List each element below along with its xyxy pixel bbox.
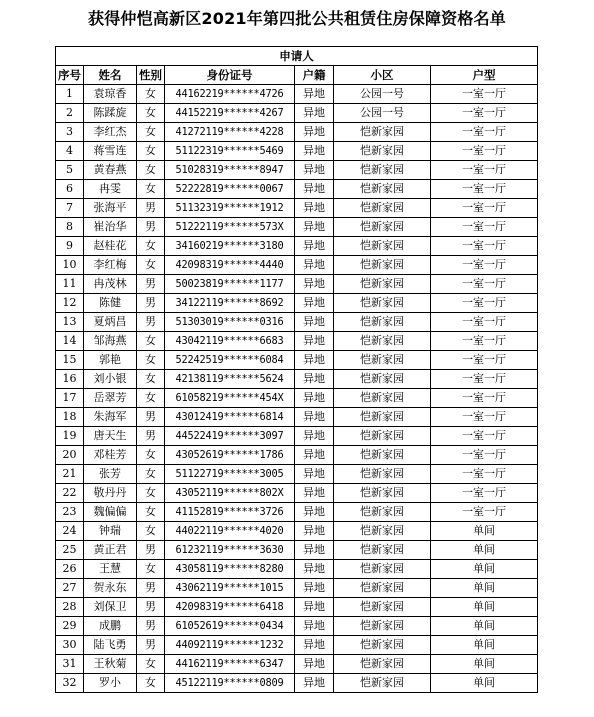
cell-name: 敬丹丹 <box>84 484 137 503</box>
cell-name: 钟瑞 <box>84 522 137 541</box>
cell-name: 冉雯 <box>84 180 137 199</box>
cell-unit-type: 一室一厅 <box>431 446 538 465</box>
table-row <box>56 408 538 427</box>
cell-unit-type: 一室一厅 <box>431 503 538 522</box>
cell-id-number: 44092119******1232 <box>165 636 295 655</box>
cell-id-number: 44162119******6347 <box>165 655 295 674</box>
cell-id-number: 44522419******3097 <box>165 427 295 446</box>
cell-household: 异地 <box>295 142 334 161</box>
cell-community: 恺新家园 <box>334 332 431 351</box>
table-row <box>56 332 538 351</box>
cell-id-number: 61052619******0434 <box>165 617 295 636</box>
table-row <box>56 465 538 484</box>
cell-unit-type: 一室一厅 <box>431 351 538 370</box>
table-row <box>56 484 538 503</box>
cell-unit-type: 一室一厅 <box>431 313 538 332</box>
cell-gender: 女 <box>137 655 165 674</box>
table-row <box>56 275 538 294</box>
cell-index: 14 <box>56 332 84 351</box>
cell-name: 冉茂林 <box>84 275 137 294</box>
cell-name: 陈健 <box>84 294 137 313</box>
cell-gender: 男 <box>137 199 165 218</box>
cell-community: 恺新家园 <box>334 522 431 541</box>
cell-id-number: 51122319******5469 <box>165 142 295 161</box>
cell-unit-type: 一室一厅 <box>431 256 538 275</box>
cell-household: 异地 <box>295 484 334 503</box>
cell-gender: 女 <box>137 85 165 104</box>
column-header-name: 姓名 <box>84 66 137 85</box>
cell-gender: 男 <box>137 636 165 655</box>
cell-id-number: 61058219******454X <box>165 389 295 408</box>
cell-gender: 女 <box>137 161 165 180</box>
cell-unit-type: 一室一厅 <box>431 484 538 503</box>
cell-household: 异地 <box>295 560 334 579</box>
cell-unit-type: 单间 <box>431 522 538 541</box>
cell-unit-type: 一室一厅 <box>431 180 538 199</box>
cell-id-number: 52242519******6084 <box>165 351 295 370</box>
cell-id-number: 34122119******8692 <box>165 294 295 313</box>
cell-name: 邓桂芳 <box>84 446 137 465</box>
table-row <box>56 370 538 389</box>
column-header-community: 小区 <box>334 66 431 85</box>
cell-index: 5 <box>56 161 84 180</box>
table-row <box>56 598 538 617</box>
cell-household: 异地 <box>295 579 334 598</box>
cell-gender: 女 <box>137 560 165 579</box>
cell-unit-type: 一室一厅 <box>431 275 538 294</box>
cell-unit-type: 单间 <box>431 598 538 617</box>
cell-gender: 女 <box>137 465 165 484</box>
cell-household: 异地 <box>295 636 334 655</box>
cell-gender: 女 <box>137 332 165 351</box>
cell-household: 异地 <box>295 199 334 218</box>
cell-index: 32 <box>56 674 84 693</box>
cell-gender: 女 <box>137 180 165 199</box>
cell-household: 异地 <box>295 351 334 370</box>
cell-index: 17 <box>56 389 84 408</box>
cell-id-number: 41152819******3726 <box>165 503 295 522</box>
cell-name: 夏炳昌 <box>84 313 137 332</box>
cell-community: 恺新家园 <box>334 560 431 579</box>
cell-id-number: 42138119******5624 <box>165 370 295 389</box>
cell-household: 异地 <box>295 104 334 123</box>
cell-index: 28 <box>56 598 84 617</box>
cell-id-number: 51303019******0316 <box>165 313 295 332</box>
cell-community: 恺新家园 <box>334 161 431 180</box>
cell-gender: 男 <box>137 313 165 332</box>
cell-name: 张芳 <box>84 465 137 484</box>
cell-gender: 女 <box>137 674 165 693</box>
cell-community: 恺新家园 <box>334 465 431 484</box>
cell-name: 唐天生 <box>84 427 137 446</box>
table-row <box>56 560 538 579</box>
cell-index: 29 <box>56 617 84 636</box>
cell-community: 恺新家园 <box>334 636 431 655</box>
cell-name: 岳翠芳 <box>84 389 137 408</box>
cell-gender: 男 <box>137 598 165 617</box>
cell-household: 异地 <box>295 332 334 351</box>
cell-name: 赵桂花 <box>84 237 137 256</box>
cell-id-number: 43062119******1015 <box>165 579 295 598</box>
cell-name: 王秋菊 <box>84 655 137 674</box>
cell-community: 公园一号 <box>334 85 431 104</box>
cell-household: 异地 <box>295 503 334 522</box>
cell-id-number: 41272119******4228 <box>165 123 295 142</box>
cell-name: 蒋雪连 <box>84 142 137 161</box>
cell-community: 公园一号 <box>334 104 431 123</box>
table-row <box>56 541 538 560</box>
table-row <box>56 313 538 332</box>
cell-id-number: 61232119******3630 <box>165 541 295 560</box>
cell-id-number: 51028319******8947 <box>165 161 295 180</box>
cell-community: 恺新家园 <box>334 408 431 427</box>
cell-index: 27 <box>56 579 84 598</box>
cell-name: 刘小银 <box>84 370 137 389</box>
cell-name: 罗小 <box>84 674 137 693</box>
cell-household: 异地 <box>295 237 334 256</box>
group-header-row <box>56 47 538 66</box>
table-row <box>56 85 538 104</box>
cell-index: 25 <box>56 541 84 560</box>
cell-index: 16 <box>56 370 84 389</box>
cell-household: 异地 <box>295 446 334 465</box>
cell-id-number: 34160219******3180 <box>165 237 295 256</box>
cell-id-number: 51122719******3005 <box>165 465 295 484</box>
cell-household: 异地 <box>295 218 334 237</box>
cell-name: 王慧 <box>84 560 137 579</box>
cell-community: 恺新家园 <box>334 446 431 465</box>
cell-id-number: 42098319******4440 <box>165 256 295 275</box>
cell-index: 13 <box>56 313 84 332</box>
cell-index: 22 <box>56 484 84 503</box>
cell-name: 朱海军 <box>84 408 137 427</box>
cell-gender: 女 <box>137 237 165 256</box>
cell-unit-type: 一室一厅 <box>431 123 538 142</box>
cell-unit-type: 一室一厅 <box>431 85 538 104</box>
cell-unit-type: 一室一厅 <box>431 142 538 161</box>
cell-index: 12 <box>56 294 84 313</box>
table-row <box>56 199 538 218</box>
cell-household: 异地 <box>295 389 334 408</box>
cell-index: 4 <box>56 142 84 161</box>
cell-household: 异地 <box>295 598 334 617</box>
table-row <box>56 104 538 123</box>
cell-id-number: 50023819******1177 <box>165 275 295 294</box>
applicant-table <box>55 46 538 693</box>
cell-community: 恺新家园 <box>334 674 431 693</box>
table-row <box>56 617 538 636</box>
cell-name: 张海平 <box>84 199 137 218</box>
column-header-index: 序号 <box>56 66 84 85</box>
cell-community: 恺新家园 <box>334 484 431 503</box>
cell-unit-type: 单间 <box>431 541 538 560</box>
table-row <box>56 218 538 237</box>
cell-id-number: 51132319******1912 <box>165 199 295 218</box>
cell-gender: 女 <box>137 522 165 541</box>
cell-id-number: 44022119******4020 <box>165 522 295 541</box>
cell-name: 郭艳 <box>84 351 137 370</box>
cell-index: 9 <box>56 237 84 256</box>
cell-community: 恺新家园 <box>334 180 431 199</box>
cell-gender: 男 <box>137 579 165 598</box>
column-header-id-number: 身份证号 <box>165 66 295 85</box>
cell-household: 异地 <box>295 85 334 104</box>
cell-unit-type: 单间 <box>431 617 538 636</box>
cell-household: 异地 <box>295 427 334 446</box>
cell-index: 31 <box>56 655 84 674</box>
cell-index: 7 <box>56 199 84 218</box>
column-header-row <box>56 66 538 85</box>
table-row <box>56 294 538 313</box>
cell-index: 6 <box>56 180 84 199</box>
cell-unit-type: 一室一厅 <box>431 332 538 351</box>
cell-community: 恺新家园 <box>334 351 431 370</box>
group-header: 申请人 <box>56 47 538 66</box>
cell-index: 20 <box>56 446 84 465</box>
cell-name: 陈蹂旋 <box>84 104 137 123</box>
cell-community: 恺新家园 <box>334 237 431 256</box>
document-title: 获得仲恺高新区2021年第四批公共租赁住房保障资格名单 <box>88 9 506 28</box>
cell-gender: 女 <box>137 104 165 123</box>
cell-gender: 男 <box>137 617 165 636</box>
cell-household: 异地 <box>295 674 334 693</box>
cell-community: 恺新家园 <box>334 617 431 636</box>
cell-community: 恺新家园 <box>334 275 431 294</box>
cell-unit-type: 一室一厅 <box>431 389 538 408</box>
cell-unit-type: 单间 <box>431 560 538 579</box>
cell-index: 8 <box>56 218 84 237</box>
cell-household: 异地 <box>295 655 334 674</box>
cell-gender: 男 <box>137 218 165 237</box>
cell-unit-type: 一室一厅 <box>431 370 538 389</box>
cell-name: 陆飞勇 <box>84 636 137 655</box>
cell-name: 崔治华 <box>84 218 137 237</box>
cell-gender: 女 <box>137 446 165 465</box>
cell-community: 恺新家园 <box>334 655 431 674</box>
cell-community: 恺新家园 <box>334 579 431 598</box>
cell-gender: 女 <box>137 351 165 370</box>
cell-household: 异地 <box>295 256 334 275</box>
cell-name: 贺永东 <box>84 579 137 598</box>
cell-unit-type: 一室一厅 <box>431 408 538 427</box>
table-row <box>56 636 538 655</box>
cell-name: 魏偏偏 <box>84 503 137 522</box>
cell-unit-type: 一室一厅 <box>431 294 538 313</box>
cell-name: 刘保卫 <box>84 598 137 617</box>
table-row <box>56 237 538 256</box>
cell-gender: 女 <box>137 503 165 522</box>
cell-unit-type: 一室一厅 <box>431 199 538 218</box>
cell-gender: 男 <box>137 275 165 294</box>
cell-unit-type: 单间 <box>431 674 538 693</box>
cell-gender: 女 <box>137 370 165 389</box>
cell-id-number: 43052119******802X <box>165 484 295 503</box>
cell-unit-type: 单间 <box>431 636 538 655</box>
cell-index: 18 <box>56 408 84 427</box>
cell-index: 21 <box>56 465 84 484</box>
table-row <box>56 579 538 598</box>
cell-name: 李红梅 <box>84 256 137 275</box>
cell-gender: 女 <box>137 484 165 503</box>
cell-unit-type: 一室一厅 <box>431 218 538 237</box>
cell-unit-type: 一室一厅 <box>431 104 538 123</box>
cell-gender: 女 <box>137 389 165 408</box>
cell-id-number: 43042119******6683 <box>165 332 295 351</box>
cell-gender: 女 <box>137 123 165 142</box>
cell-id-number: 45122119******0809 <box>165 674 295 693</box>
cell-gender: 女 <box>137 256 165 275</box>
table-row <box>56 427 538 446</box>
table-row <box>56 446 538 465</box>
cell-household: 异地 <box>295 275 334 294</box>
table-row <box>56 180 538 199</box>
table-body <box>56 85 538 693</box>
cell-unit-type: 一室一厅 <box>431 161 538 180</box>
table-row <box>56 655 538 674</box>
cell-household: 异地 <box>295 123 334 142</box>
cell-community: 恺新家园 <box>334 370 431 389</box>
cell-name: 李红杰 <box>84 123 137 142</box>
cell-community: 恺新家园 <box>334 256 431 275</box>
table-row <box>56 142 538 161</box>
cell-id-number: 44162219******4726 <box>165 85 295 104</box>
cell-unit-type: 单间 <box>431 579 538 598</box>
cell-name: 黄正君 <box>84 541 137 560</box>
cell-gender: 男 <box>137 294 165 313</box>
cell-community: 恺新家园 <box>334 598 431 617</box>
cell-household: 异地 <box>295 294 334 313</box>
cell-id-number: 52222819******0067 <box>165 180 295 199</box>
cell-community: 恺新家园 <box>334 294 431 313</box>
cell-index: 10 <box>56 256 84 275</box>
cell-id-number: 44152219******4267 <box>165 104 295 123</box>
cell-community: 恺新家园 <box>334 427 431 446</box>
table-row <box>56 674 538 693</box>
cell-household: 异地 <box>295 465 334 484</box>
cell-gender: 女 <box>137 142 165 161</box>
column-header-household: 户籍 <box>295 66 334 85</box>
cell-household: 异地 <box>295 408 334 427</box>
cell-community: 恺新家园 <box>334 541 431 560</box>
cell-index: 19 <box>56 427 84 446</box>
cell-household: 异地 <box>295 541 334 560</box>
cell-unit-type: 一室一厅 <box>431 427 538 446</box>
table-row <box>56 123 538 142</box>
cell-household: 异地 <box>295 370 334 389</box>
cell-name: 黄春燕 <box>84 161 137 180</box>
cell-index: 11 <box>56 275 84 294</box>
cell-index: 23 <box>56 503 84 522</box>
table-row <box>56 256 538 275</box>
cell-household: 异地 <box>295 313 334 332</box>
column-header-unit-type: 户型 <box>431 66 538 85</box>
cell-household: 异地 <box>295 180 334 199</box>
table-row <box>56 522 538 541</box>
cell-household: 异地 <box>295 522 334 541</box>
cell-community: 恺新家园 <box>334 218 431 237</box>
cell-community: 恺新家园 <box>334 123 431 142</box>
cell-community: 恺新家园 <box>334 142 431 161</box>
table-row <box>56 503 538 522</box>
cell-community: 恺新家园 <box>334 389 431 408</box>
table-row <box>56 161 538 180</box>
cell-id-number: 42098319******6418 <box>165 598 295 617</box>
cell-id-number: 43012419******6814 <box>165 408 295 427</box>
cell-community: 恺新家园 <box>334 313 431 332</box>
cell-household: 异地 <box>295 161 334 180</box>
cell-index: 30 <box>56 636 84 655</box>
cell-index: 3 <box>56 123 84 142</box>
cell-household: 异地 <box>295 617 334 636</box>
cell-id-number: 43052619******1786 <box>165 446 295 465</box>
cell-name: 邹海燕 <box>84 332 137 351</box>
cell-id-number: 51222119******573X <box>165 218 295 237</box>
cell-community: 恺新家园 <box>334 503 431 522</box>
cell-index: 24 <box>56 522 84 541</box>
cell-gender: 男 <box>137 408 165 427</box>
cell-index: 15 <box>56 351 84 370</box>
cell-unit-type: 单间 <box>431 655 538 674</box>
cell-index: 26 <box>56 560 84 579</box>
cell-community: 恺新家园 <box>334 199 431 218</box>
table-row <box>56 389 538 408</box>
cell-gender: 男 <box>137 541 165 560</box>
column-header-gender: 性别 <box>137 66 165 85</box>
cell-id-number: 43058119******8280 <box>165 560 295 579</box>
cell-name: 成鹏 <box>84 617 137 636</box>
table-row <box>56 351 538 370</box>
cell-index: 1 <box>56 85 84 104</box>
cell-name: 袁琼香 <box>84 85 137 104</box>
cell-unit-type: 一室一厅 <box>431 465 538 484</box>
cell-unit-type: 一室一厅 <box>431 237 538 256</box>
cell-gender: 男 <box>137 427 165 446</box>
cell-index: 2 <box>56 104 84 123</box>
